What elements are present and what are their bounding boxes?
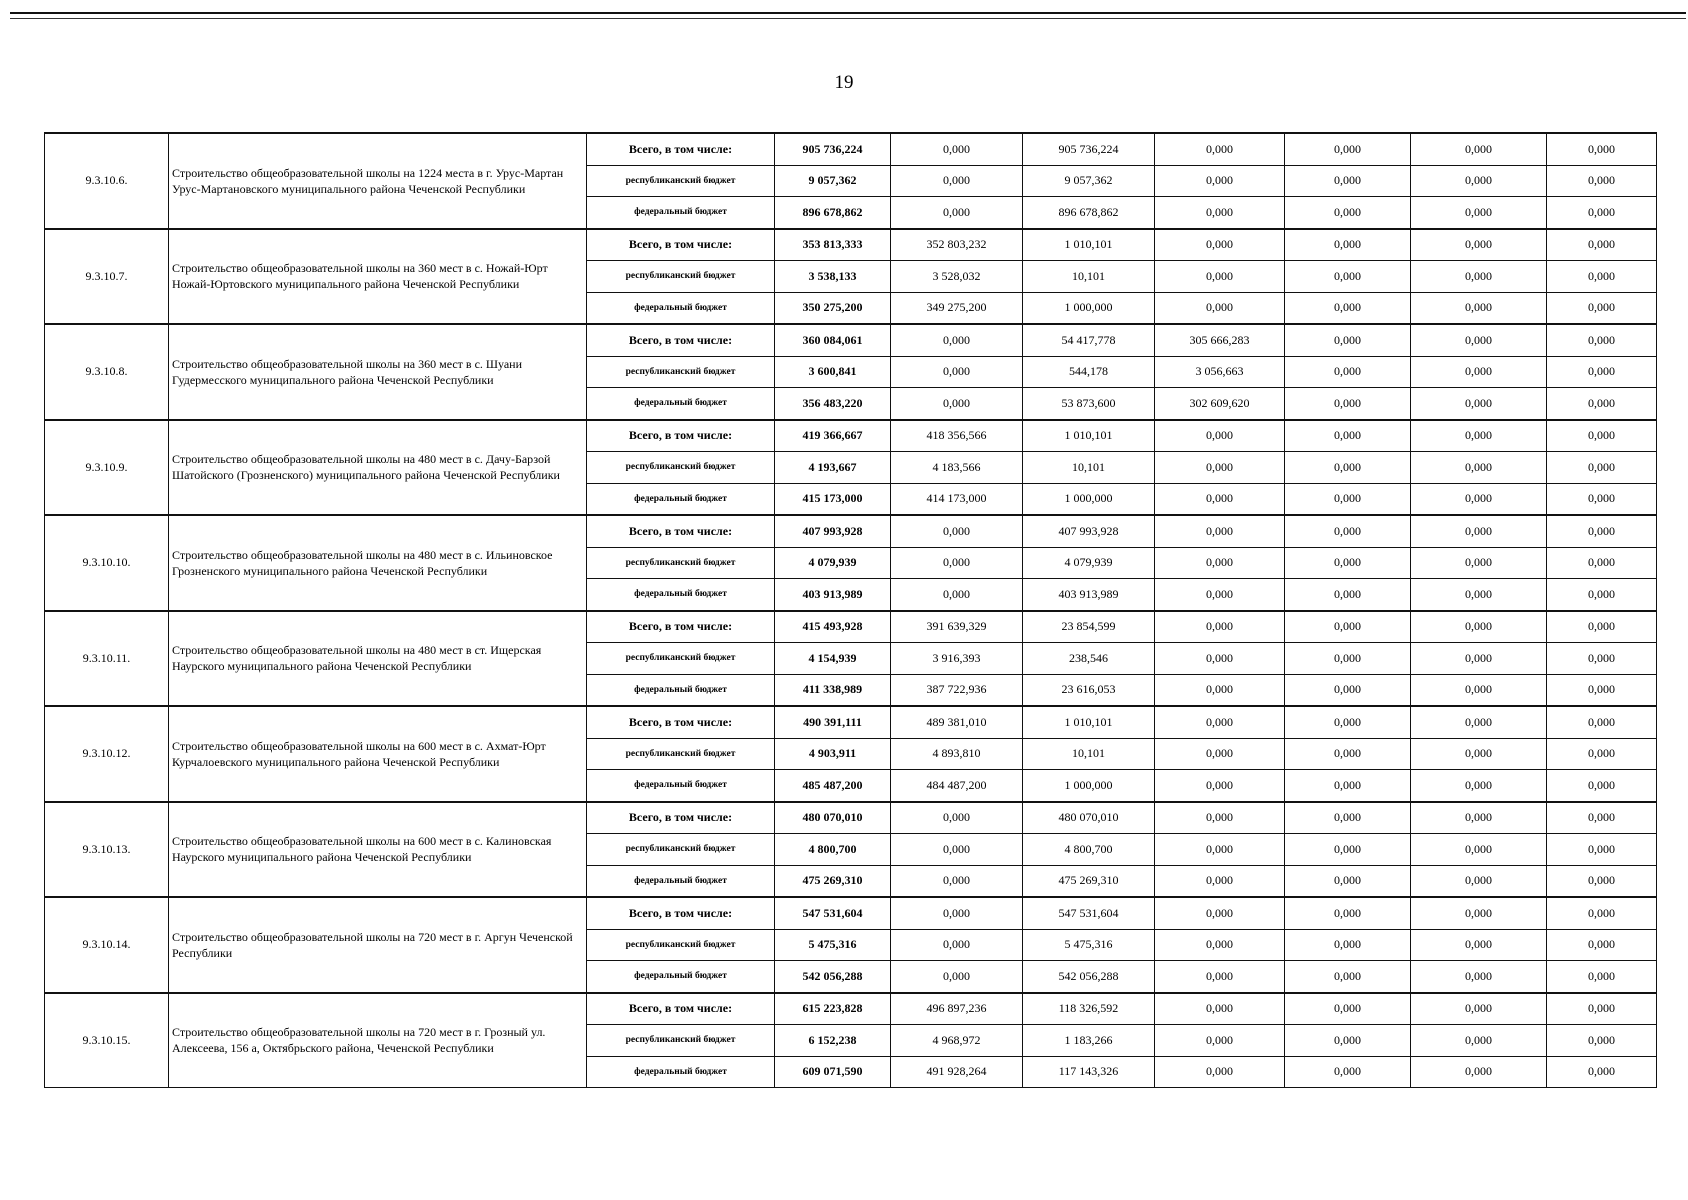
row-label-republic: республиканский бюджет <box>587 834 775 866</box>
row-label-republic: республиканский бюджет <box>587 261 775 293</box>
cell-value: 0,000 <box>1547 865 1657 897</box>
cell-value: 3 056,663 <box>1155 356 1285 388</box>
cell-value: 302 609,620 <box>1155 388 1285 420</box>
cell-total: 9 057,362 <box>775 165 891 197</box>
cell-value: 0,000 <box>1155 452 1285 484</box>
cell-value: 0,000 <box>891 324 1023 356</box>
cell-value: 352 803,232 <box>891 229 1023 261</box>
cell-total: 3 538,133 <box>775 261 891 293</box>
cell-value: 4 079,939 <box>1023 547 1155 579</box>
item-name: Строительство общеобразовательной школы на 600 мест в с. Ахмат-Юрт Курчалоевского муниципального района Чеченской Республики <box>169 706 587 802</box>
cell-value: 0,000 <box>1285 452 1411 484</box>
cell-value: 0,000 <box>1155 261 1285 293</box>
table-row <box>45 706 1657 738</box>
cell-value: 238,546 <box>1023 643 1155 675</box>
cell-value: 0,000 <box>1547 483 1657 515</box>
cell-value: 1 010,101 <box>1023 229 1155 261</box>
row-label-total: Всего, в том числе: <box>587 420 775 452</box>
cell-value: 0,000 <box>891 897 1023 929</box>
cell-total: 6 152,238 <box>775 1025 891 1057</box>
cell-total: 4 800,700 <box>775 834 891 866</box>
cell-value: 0,000 <box>1155 515 1285 547</box>
cell-value: 1 000,000 <box>1023 770 1155 802</box>
cell-value: 0,000 <box>1411 674 1547 706</box>
row-label-federal: федеральный бюджет <box>587 961 775 993</box>
cell-value: 0,000 <box>1155 1025 1285 1057</box>
top-rule <box>10 12 1686 14</box>
cell-total: 411 338,989 <box>775 674 891 706</box>
cell-value: 475 269,310 <box>1023 865 1155 897</box>
item-code: 9.3.10.9. <box>45 420 169 516</box>
cell-value: 0,000 <box>1411 515 1547 547</box>
cell-value: 0,000 <box>1285 579 1411 611</box>
cell-total: 4 193,667 <box>775 452 891 484</box>
row-label-total: Всего, в том числе: <box>587 133 775 165</box>
cell-value: 0,000 <box>1155 547 1285 579</box>
table-row <box>45 802 1657 834</box>
item-code: 9.3.10.7. <box>45 229 169 325</box>
cell-value: 0,000 <box>1285 865 1411 897</box>
item-name: Строительство общеобразовательной школы на 360 мест в с. Ножай-Юрт Ножай-Юртовского муниципального района Чеченской Республики <box>169 229 587 325</box>
cell-value: 0,000 <box>1411 356 1547 388</box>
page-number: 19 <box>834 72 854 93</box>
cell-value: 9 057,362 <box>1023 165 1155 197</box>
cell-value: 0,000 <box>1155 611 1285 643</box>
cell-total: 407 993,928 <box>775 515 891 547</box>
budget-table <box>44 132 1657 1088</box>
cell-value: 0,000 <box>1411 261 1547 293</box>
cell-value: 0,000 <box>1155 897 1285 929</box>
cell-total: 415 173,000 <box>775 483 891 515</box>
item-name: Строительство общеобразовательной школы на 480 мест в ст. Ищерская Наурского муниципального района Чеченской Республики <box>169 611 587 707</box>
cell-value: 0,000 <box>891 197 1023 229</box>
row-label-republic: республиканский бюджет <box>587 165 775 197</box>
cell-total: 360 084,061 <box>775 324 891 356</box>
item-code: 9.3.10.8. <box>45 324 169 420</box>
row-label-republic: республиканский бюджет <box>587 452 775 484</box>
cell-value: 0,000 <box>1155 993 1285 1025</box>
cell-value: 0,000 <box>1547 643 1657 675</box>
cell-value: 0,000 <box>1411 961 1547 993</box>
cell-value: 0,000 <box>1411 738 1547 770</box>
cell-value: 480 070,010 <box>1023 802 1155 834</box>
cell-value: 403 913,989 <box>1023 579 1155 611</box>
cell-value: 0,000 <box>1285 547 1411 579</box>
row-label-total: Всего, в том числе: <box>587 324 775 356</box>
cell-value: 0,000 <box>1285 770 1411 802</box>
cell-value: 0,000 <box>1155 674 1285 706</box>
cell-value: 0,000 <box>1411 929 1547 961</box>
item-name: Строительство общеобразовательной школы на 1224 места в г. Урус-Мартан Урус-Мартановского муниципального района Чеченской Республики <box>169 133 587 229</box>
cell-value: 0,000 <box>891 802 1023 834</box>
cell-value: 0,000 <box>1285 738 1411 770</box>
table-row <box>45 420 1657 452</box>
row-label-federal: федеральный бюджет <box>587 579 775 611</box>
cell-value: 0,000 <box>1411 229 1547 261</box>
cell-value: 0,000 <box>1547 420 1657 452</box>
cell-value: 0,000 <box>1547 706 1657 738</box>
cell-value: 544,178 <box>1023 356 1155 388</box>
cell-value: 1 000,000 <box>1023 292 1155 324</box>
cell-value: 0,000 <box>1285 324 1411 356</box>
cell-value: 418 356,566 <box>891 420 1023 452</box>
cell-value: 547 531,604 <box>1023 897 1155 929</box>
cell-value: 0,000 <box>1285 929 1411 961</box>
cell-value: 305 666,283 <box>1155 324 1285 356</box>
cell-value: 1 010,101 <box>1023 420 1155 452</box>
cell-value: 0,000 <box>891 547 1023 579</box>
cell-value: 0,000 <box>891 515 1023 547</box>
cell-value: 0,000 <box>1285 388 1411 420</box>
cell-value: 0,000 <box>891 929 1023 961</box>
cell-value: 0,000 <box>1547 897 1657 929</box>
table-row <box>45 897 1657 929</box>
cell-value: 0,000 <box>1411 388 1547 420</box>
cell-total: 4 903,911 <box>775 738 891 770</box>
item-code: 9.3.10.11. <box>45 611 169 707</box>
cell-value: 4 968,972 <box>891 1025 1023 1057</box>
cell-value: 0,000 <box>1547 197 1657 229</box>
cell-total: 5 475,316 <box>775 929 891 961</box>
cell-total: 490 391,111 <box>775 706 891 738</box>
cell-value: 0,000 <box>1547 1025 1657 1057</box>
cell-value: 118 326,592 <box>1023 993 1155 1025</box>
cell-value: 0,000 <box>1547 834 1657 866</box>
cell-value: 0,000 <box>1285 420 1411 452</box>
cell-value: 0,000 <box>1547 993 1657 1025</box>
cell-value: 0,000 <box>1411 165 1547 197</box>
cell-value: 0,000 <box>1411 579 1547 611</box>
cell-value: 0,000 <box>1547 515 1657 547</box>
cell-value: 0,000 <box>1547 547 1657 579</box>
cell-value: 1 000,000 <box>1023 483 1155 515</box>
row-label-republic: республиканский бюджет <box>587 356 775 388</box>
item-name: Строительство общеобразовательной школы на 720 мест в г. Грозный ул. Алексеева, 156 а, Октябрьского района, Чеченской Республики <box>169 993 587 1088</box>
item-code: 9.3.10.15. <box>45 993 169 1088</box>
cell-total: 403 913,989 <box>775 579 891 611</box>
item-code: 9.3.10.12. <box>45 706 169 802</box>
cell-value: 4 183,566 <box>891 452 1023 484</box>
cell-value: 0,000 <box>1547 292 1657 324</box>
row-label-federal: федеральный бюджет <box>587 1056 775 1088</box>
row-label-total: Всего, в том числе: <box>587 515 775 547</box>
cell-total: 905 736,224 <box>775 133 891 165</box>
cell-value: 0,000 <box>1547 261 1657 293</box>
cell-value: 0,000 <box>1547 229 1657 261</box>
cell-value: 0,000 <box>1155 420 1285 452</box>
item-name: Строительство общеобразовательной школы на 600 мест в с. Калиновская Наурского муниципального района Чеченской Республики <box>169 802 587 898</box>
row-label-republic: республиканский бюджет <box>587 929 775 961</box>
cell-value: 0,000 <box>1155 579 1285 611</box>
item-name: Строительство общеобразовательной школы на 720 мест в г. Аргун Чеченской Республики <box>169 897 587 993</box>
cell-value: 53 873,600 <box>1023 388 1155 420</box>
cell-total: 480 070,010 <box>775 802 891 834</box>
cell-value: 407 993,928 <box>1023 515 1155 547</box>
cell-value: 0,000 <box>1285 834 1411 866</box>
cell-value: 4 893,810 <box>891 738 1023 770</box>
item-name: Строительство общеобразовательной школы на 360 мест в с. Шуани Гудермесского муниципального района Чеченской Республики <box>169 324 587 420</box>
row-label-federal: федеральный бюджет <box>587 674 775 706</box>
cell-value: 0,000 <box>1155 197 1285 229</box>
cell-value: 0,000 <box>891 356 1023 388</box>
row-label-total: Всего, в том числе: <box>587 993 775 1025</box>
table-row <box>45 611 1657 643</box>
cell-value: 496 897,236 <box>891 993 1023 1025</box>
cell-value: 0,000 <box>1155 770 1285 802</box>
row-label-republic: республиканский бюджет <box>587 547 775 579</box>
cell-total: 609 071,590 <box>775 1056 891 1088</box>
cell-value: 0,000 <box>1285 993 1411 1025</box>
cell-value: 0,000 <box>1547 165 1657 197</box>
cell-value: 0,000 <box>1155 738 1285 770</box>
cell-value: 0,000 <box>1285 261 1411 293</box>
cell-value: 0,000 <box>1285 483 1411 515</box>
cell-value: 491 928,264 <box>891 1056 1023 1088</box>
cell-value: 0,000 <box>1547 452 1657 484</box>
cell-value: 0,000 <box>1285 356 1411 388</box>
cell-total: 896 678,862 <box>775 197 891 229</box>
cell-value: 0,000 <box>891 961 1023 993</box>
cell-value: 905 736,224 <box>1023 133 1155 165</box>
row-label-republic: республиканский бюджет <box>587 1025 775 1057</box>
row-label-federal: федеральный бюджет <box>587 483 775 515</box>
cell-value: 5 475,316 <box>1023 929 1155 961</box>
table-row <box>45 993 1657 1025</box>
cell-total: 353 813,333 <box>775 229 891 261</box>
row-label-federal: федеральный бюджет <box>587 770 775 802</box>
cell-value: 10,101 <box>1023 261 1155 293</box>
cell-value: 0,000 <box>1155 961 1285 993</box>
cell-value: 0,000 <box>1411 770 1547 802</box>
cell-total: 419 366,667 <box>775 420 891 452</box>
table-row <box>45 229 1657 261</box>
cell-value: 0,000 <box>1411 643 1547 675</box>
cell-value: 0,000 <box>1547 738 1657 770</box>
cell-value: 0,000 <box>1547 674 1657 706</box>
cell-value: 0,000 <box>1155 706 1285 738</box>
cell-value: 0,000 <box>1411 483 1547 515</box>
cell-total: 415 493,928 <box>775 611 891 643</box>
cell-value: 0,000 <box>891 834 1023 866</box>
row-label-total: Всего, в том числе: <box>587 802 775 834</box>
cell-value: 0,000 <box>891 865 1023 897</box>
cell-value: 0,000 <box>1155 165 1285 197</box>
row-label-total: Всего, в том числе: <box>587 897 775 929</box>
row-label-federal: федеральный бюджет <box>587 292 775 324</box>
cell-value: 414 173,000 <box>891 483 1023 515</box>
cell-value: 23 854,599 <box>1023 611 1155 643</box>
cell-total: 4 079,939 <box>775 547 891 579</box>
cell-value: 0,000 <box>1285 197 1411 229</box>
cell-value: 0,000 <box>891 388 1023 420</box>
item-code: 9.3.10.6. <box>45 133 169 229</box>
cell-value: 0,000 <box>1285 611 1411 643</box>
cell-value: 0,000 <box>1155 834 1285 866</box>
cell-value: 0,000 <box>1285 133 1411 165</box>
row-label-federal: федеральный бюджет <box>587 388 775 420</box>
cell-total: 615 223,828 <box>775 993 891 1025</box>
cell-value: 0,000 <box>1547 929 1657 961</box>
cell-value: 0,000 <box>1285 897 1411 929</box>
cell-value: 0,000 <box>1285 643 1411 675</box>
cell-total: 3 600,841 <box>775 356 891 388</box>
cell-value: 0,000 <box>1285 229 1411 261</box>
cell-value: 0,000 <box>1411 865 1547 897</box>
cell-value: 3 916,393 <box>891 643 1023 675</box>
cell-value: 0,000 <box>1547 961 1657 993</box>
cell-value: 0,000 <box>1155 483 1285 515</box>
cell-value: 0,000 <box>1411 292 1547 324</box>
cell-value: 0,000 <box>891 579 1023 611</box>
cell-value: 0,000 <box>1155 229 1285 261</box>
cell-value: 0,000 <box>891 165 1023 197</box>
cell-value: 117 143,326 <box>1023 1056 1155 1088</box>
cell-value: 0,000 <box>1285 961 1411 993</box>
cell-value: 0,000 <box>1155 292 1285 324</box>
cell-value: 0,000 <box>1547 770 1657 802</box>
table-body <box>45 133 1657 1088</box>
cell-value: 484 487,200 <box>891 770 1023 802</box>
row-label-total: Всего, в том числе: <box>587 706 775 738</box>
cell-value: 0,000 <box>1155 643 1285 675</box>
cell-value: 387 722,936 <box>891 674 1023 706</box>
cell-value: 0,000 <box>1155 929 1285 961</box>
cell-value: 0,000 <box>1411 1056 1547 1088</box>
row-label-federal: федеральный бюджет <box>587 197 775 229</box>
cell-value: 0,000 <box>1547 133 1657 165</box>
cell-value: 4 800,700 <box>1023 834 1155 866</box>
cell-value: 23 616,053 <box>1023 674 1155 706</box>
cell-value: 0,000 <box>1285 165 1411 197</box>
cell-value: 0,000 <box>1155 865 1285 897</box>
cell-value: 0,000 <box>1411 897 1547 929</box>
cell-total: 542 056,288 <box>775 961 891 993</box>
row-label-total: Всего, в том числе: <box>587 611 775 643</box>
cell-value: 0,000 <box>1547 356 1657 388</box>
cell-value: 0,000 <box>1285 515 1411 547</box>
cell-total: 475 269,310 <box>775 865 891 897</box>
item-code: 9.3.10.13. <box>45 802 169 898</box>
cell-total: 485 487,200 <box>775 770 891 802</box>
row-label-federal: федеральный бюджет <box>587 865 775 897</box>
cell-value: 0,000 <box>1547 579 1657 611</box>
cell-value: 0,000 <box>1411 1025 1547 1057</box>
item-name: Строительство общеобразовательной школы на 480 мест в с. Дачу-Барзой Шатойского (Грозненского) муниципального района Чеченской Республики <box>169 420 587 516</box>
cell-value: 0,000 <box>1411 706 1547 738</box>
cell-value: 349 275,200 <box>891 292 1023 324</box>
cell-value: 0,000 <box>1547 388 1657 420</box>
cell-value: 0,000 <box>1411 133 1547 165</box>
cell-value: 0,000 <box>1411 420 1547 452</box>
table-row <box>45 324 1657 356</box>
cell-value: 0,000 <box>1285 802 1411 834</box>
cell-value: 0,000 <box>1411 547 1547 579</box>
cell-value: 0,000 <box>1411 611 1547 643</box>
cell-value: 0,000 <box>1547 324 1657 356</box>
cell-value: 0,000 <box>1411 802 1547 834</box>
cell-value: 0,000 <box>1155 802 1285 834</box>
cell-value: 0,000 <box>1547 802 1657 834</box>
cell-value: 0,000 <box>1547 1056 1657 1088</box>
top-rule-thin <box>10 18 1686 19</box>
cell-value: 0,000 <box>1547 611 1657 643</box>
cell-value: 0,000 <box>1411 197 1547 229</box>
row-label-republic: республиканский бюджет <box>587 643 775 675</box>
cell-value: 0,000 <box>1285 706 1411 738</box>
cell-value: 1 010,101 <box>1023 706 1155 738</box>
cell-value: 0,000 <box>1411 452 1547 484</box>
cell-value: 0,000 <box>1411 834 1547 866</box>
item-code: 9.3.10.14. <box>45 897 169 993</box>
cell-value: 391 639,329 <box>891 611 1023 643</box>
cell-value: 0,000 <box>1285 292 1411 324</box>
table-row <box>45 133 1657 165</box>
cell-value: 1 183,266 <box>1023 1025 1155 1057</box>
cell-value: 3 528,032 <box>891 261 1023 293</box>
row-label-total: Всего, в том числе: <box>587 229 775 261</box>
cell-value: 0,000 <box>1285 1025 1411 1057</box>
cell-value: 54 417,778 <box>1023 324 1155 356</box>
cell-value: 0,000 <box>1155 133 1285 165</box>
cell-value: 0,000 <box>1155 1056 1285 1088</box>
cell-value: 0,000 <box>1285 674 1411 706</box>
item-code: 9.3.10.10. <box>45 515 169 611</box>
cell-total: 356 483,220 <box>775 388 891 420</box>
cell-value: 10,101 <box>1023 738 1155 770</box>
table-row <box>45 515 1657 547</box>
row-label-republic: республиканский бюджет <box>587 738 775 770</box>
cell-value: 489 381,010 <box>891 706 1023 738</box>
cell-total: 350 275,200 <box>775 292 891 324</box>
cell-value: 0,000 <box>1411 324 1547 356</box>
cell-value: 542 056,288 <box>1023 961 1155 993</box>
cell-total: 4 154,939 <box>775 643 891 675</box>
cell-value: 10,101 <box>1023 452 1155 484</box>
cell-value: 0,000 <box>1285 1056 1411 1088</box>
item-name: Строительство общеобразовательной школы на 480 мест в с. Ильиновское Грозненского муниципального района Чеченской Республики <box>169 515 587 611</box>
cell-value: 0,000 <box>891 133 1023 165</box>
cell-total: 547 531,604 <box>775 897 891 929</box>
cell-value: 0,000 <box>1411 993 1547 1025</box>
cell-value: 896 678,862 <box>1023 197 1155 229</box>
